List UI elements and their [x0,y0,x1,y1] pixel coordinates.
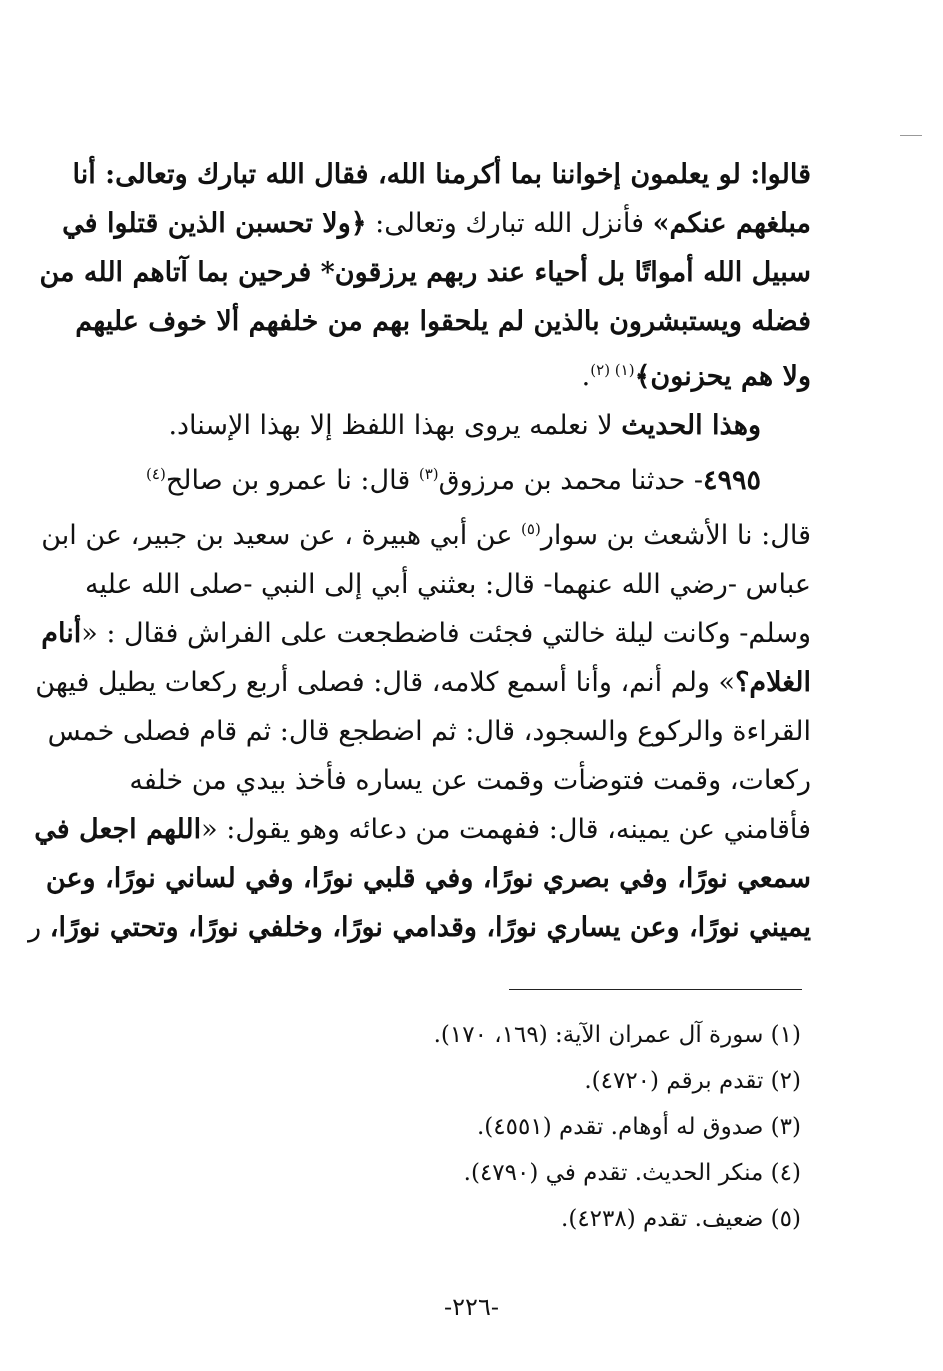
hadith-line-7: ركعات، وقمت فتوضأت وقمت عن يساره فأخذ بيدي من خلفه [129,765,811,796]
text-line-5: ولا هم يحزنون﴾$^{(١) (٢)}$. [581,361,811,392]
hadith-line-4: وسلم- وكانت ليلة خالتي فجئت فاضطجعت على الفراش فقال : «أنام [41,618,811,649]
hadith-number: ٤٩٩٥ [702,465,761,496]
footnote-2: (٢) تقدم برقم (٤٧٢٠). [584,1068,801,1094]
hadith-line-1: ٤٩٩٥- حدثنا محمد بن مرزوق$^{(٣)}$ قال: نا عمرو بن صالح$^{(٤)}$ [146,465,761,496]
footnote-ref: (٥) [521,520,541,538]
hadith-line-10: يميني نورًا، وعن يساري نورًا، وقدامي نورًا، وخلفي نورًا، وتحتي نورًا، ر [28,912,811,943]
page-edge-mark [900,135,922,136]
hadith-line-2: قال: نا الأشعث بن سوار$^{(٥)}$ عن أبي هبيرة ، عن سعيد بن جبير، عن ابن [41,520,811,551]
hadith-line-9: سمعي نورًا، وفي بصري نورًا، وفي قلبي نورًا، وفي لساني نورًا، وعن [45,863,811,894]
hadith-line-8: فأقامني عن يمينه، قال: ففهمت من دعائه وهو يقول: «اللهم اجعل في [34,814,811,845]
main-text [28,150,811,952]
text-line-4: فضله ويستبشرون بالذين لم يلحقوا بهم من خلفهم ألا خوف عليهم [75,306,811,337]
footnote-ref: (٤) [146,465,166,483]
text-line-3: سبيل الله أمواتًا بل أحياء عند ربهم يرزقون* فرحين بما آتاهم الله من [39,257,811,288]
footnotes-separator [509,989,802,990]
catchword: ر [28,912,42,943]
text-line-6: وهذا الحديث لا نعلمه يروى بهذا اللفظ إلا بهذا الإسناد. [168,410,761,441]
text-line-2: مبلغهم عنكم» فأنزل الله تبارك وتعالى: ﴿ولا تحسبن الذين قتلوا في [62,208,811,239]
footnote-5: (٥) ضعيف. تقدم (٤٢٣٨). [561,1206,801,1232]
text-line-1: قالوا: لو يعلمون إخواننا بما أكرمنا الله، فقال الله تبارك وتعالى: أنا [72,159,811,190]
hadith-line-6: القراءة والركوع والسجود، قال: ثم اضطجع قال: ثم قام فصلى خمس [47,716,811,747]
hadith-line-5: الغلام؟» ولم أنم، وأنا أسمع كلامه، قال: فصلى أربع ركعات يطيل فيهن [35,667,811,698]
page-number: -٢٢٦- [444,1293,499,1321]
footnote-ref: (٣) [418,465,439,483]
footnote-4: (٤) منكر الحديث. تقدم في (٤٧٩٠). [463,1160,801,1186]
footnotes [201,1012,801,1242]
footnote-ref: (١) (٢) [590,361,635,379]
footnote-3: (٣) صدوق له أوهام. تقدم (٤٥٥١). [477,1114,801,1140]
footnote-1: (١) سورة آل عمران الآية: (١٦٩، ١٧٠). [433,1022,801,1048]
hadith-line-3: عباس -رضي الله عنهما- قال: بعثني أبي إلى النبي -صلى الله عليه [84,569,811,600]
